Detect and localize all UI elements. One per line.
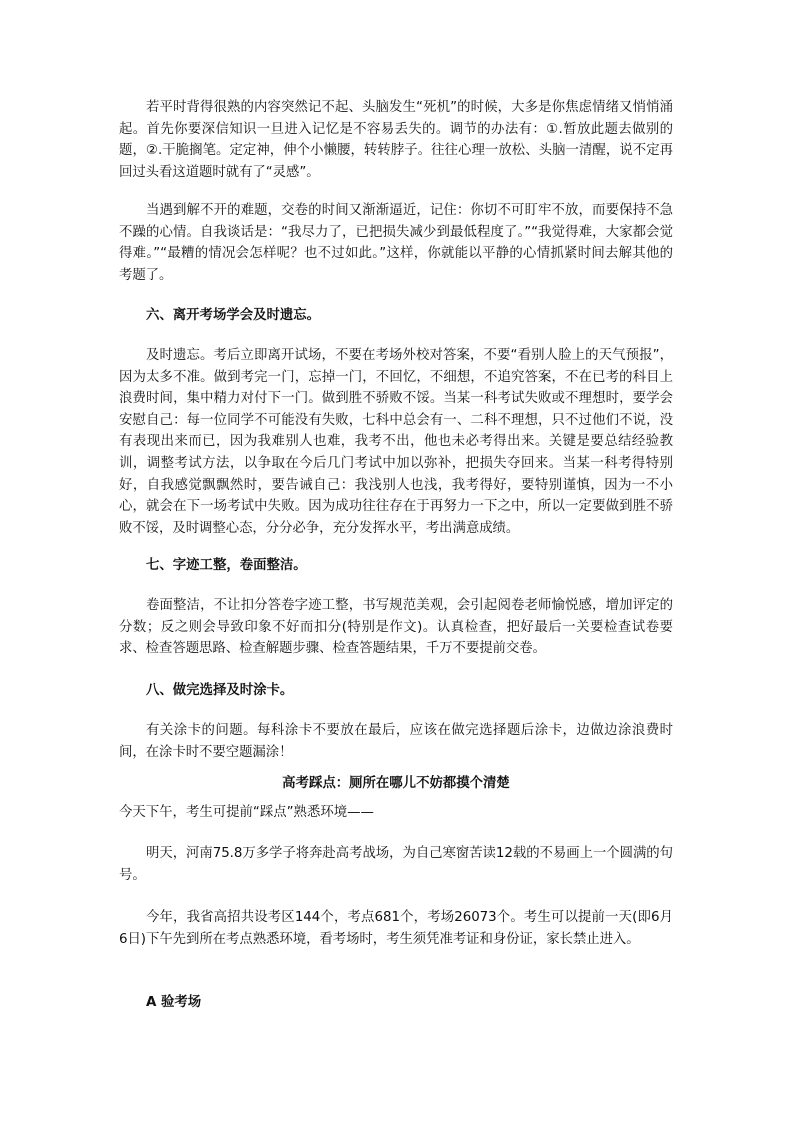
section-heading-a: A 验考场 <box>146 995 202 1010</box>
paragraph-hard-problem: 当遇到解不开的难题，交卷的时间又渐渐逼近，记住：你切不可盯牢不放，而要保持不急不躁的心情。自我谈话是：“我尽力了，已把损失减少到最低程度了。”“我觉得难，大家都会觉得难。”“最糟的情况会怎样呢？也不过如此。”这样，你就能以平静的心情抓紧时间去解其他的考题了。 <box>119 203 673 283</box>
section-heading-8: 八、做完选择及时涂卡。 <box>146 683 294 698</box>
article-title: 高考踩点：厕所在哪儿不妨都摸个清楚 <box>282 776 510 791</box>
paragraph-answer-card: 有关涂卡的问题。每科涂卡不要放在最后，应该在做完选择题后涂卡，边做边涂浪费时间，在涂卡时不要空题漏涂！ <box>119 723 673 760</box>
section-heading-6: 六、离开考场学会及时遗忘。 <box>146 308 321 323</box>
paragraph-mental-block: 若平时背得很熟的内容突然记不起、头脑发生“死机”的时候，大多是你焦虑情绪又悄悄涌起。首先你要深信知识一旦进入记忆是不容易丢失的。调节的办法有：①.暂放此题去做别的题，②.干脆搁笔。定定神，伸个小懒腰，转转脖子。往往心理一放松、头脑一清醒，说不定再回过头看这道题时就有了“灵感”。 <box>119 100 673 180</box>
paragraph-neat-paper: 卷面整洁，不让扣分答卷字迹工整，书写规范美观，会引起阅卷老师愉悦感，增加评定的分数；反之则会导致印象不好而扣分(特别是作文)。认真检查，把好最后一关要检查试卷要求、检查答题思路、检查解题步骤、检查答题结果，千万不要提前交卷。 <box>119 598 673 657</box>
section-heading-7: 七、字迹工整，卷面整洁。 <box>146 558 307 573</box>
paragraph-exam-sites: 今年，我省高招共设考区144个，考点681个，考场26073个。考生可以提前一天(即6月6日)下午先到所在考点熟悉环境，看考场时，考生须凭准考证和身份证，家长禁止进入。 <box>119 910 673 947</box>
paragraph-henan-exam: 明天，河南75.8万多学子将奔赴高考战场，为自己寒窗苦读12载的不易画上一个圆满的句号。 <box>119 846 673 883</box>
paragraph-forget-in-time: 及时遗忘。考后立即离开试场，不要在考场外校对答案，不要“看别人脸上的天气预报”，因为太多不准。做到考完一门，忘掉一门，不回忆，不细想，不追究答案，不在已考的科目上浪费时间，集中精力对付下一门。做到胜不骄败不馁。当某一科考试失败或不理想时，要学会安慰自己：每一位同学不可能没有失败，七科中总会有一、二科不理想，只不过他们不说，没有表现出来而已，因为我难别人也难，我考不出，他也未必考得出来。关键是要总结经验教训，调整考试方法，以争取在今后几门考试中加以弥补，把损失夺回来。当某一科考得特别好，自我感觉飘飘然时，要告诫自己：我浅别人也浅，我考得好，要特别谨慎，因为一不小心，就会在下一场考试中失败。因为成功往往存在于再努力一下之中，所以一定要做到胜不骄败不馁，及时调整心态，分分必争，充分发挥水平，考出满意成绩。 <box>119 348 673 536</box>
article-lead: 今天下午，考生可提前“踩点”熟悉环境—— <box>119 805 374 820</box>
